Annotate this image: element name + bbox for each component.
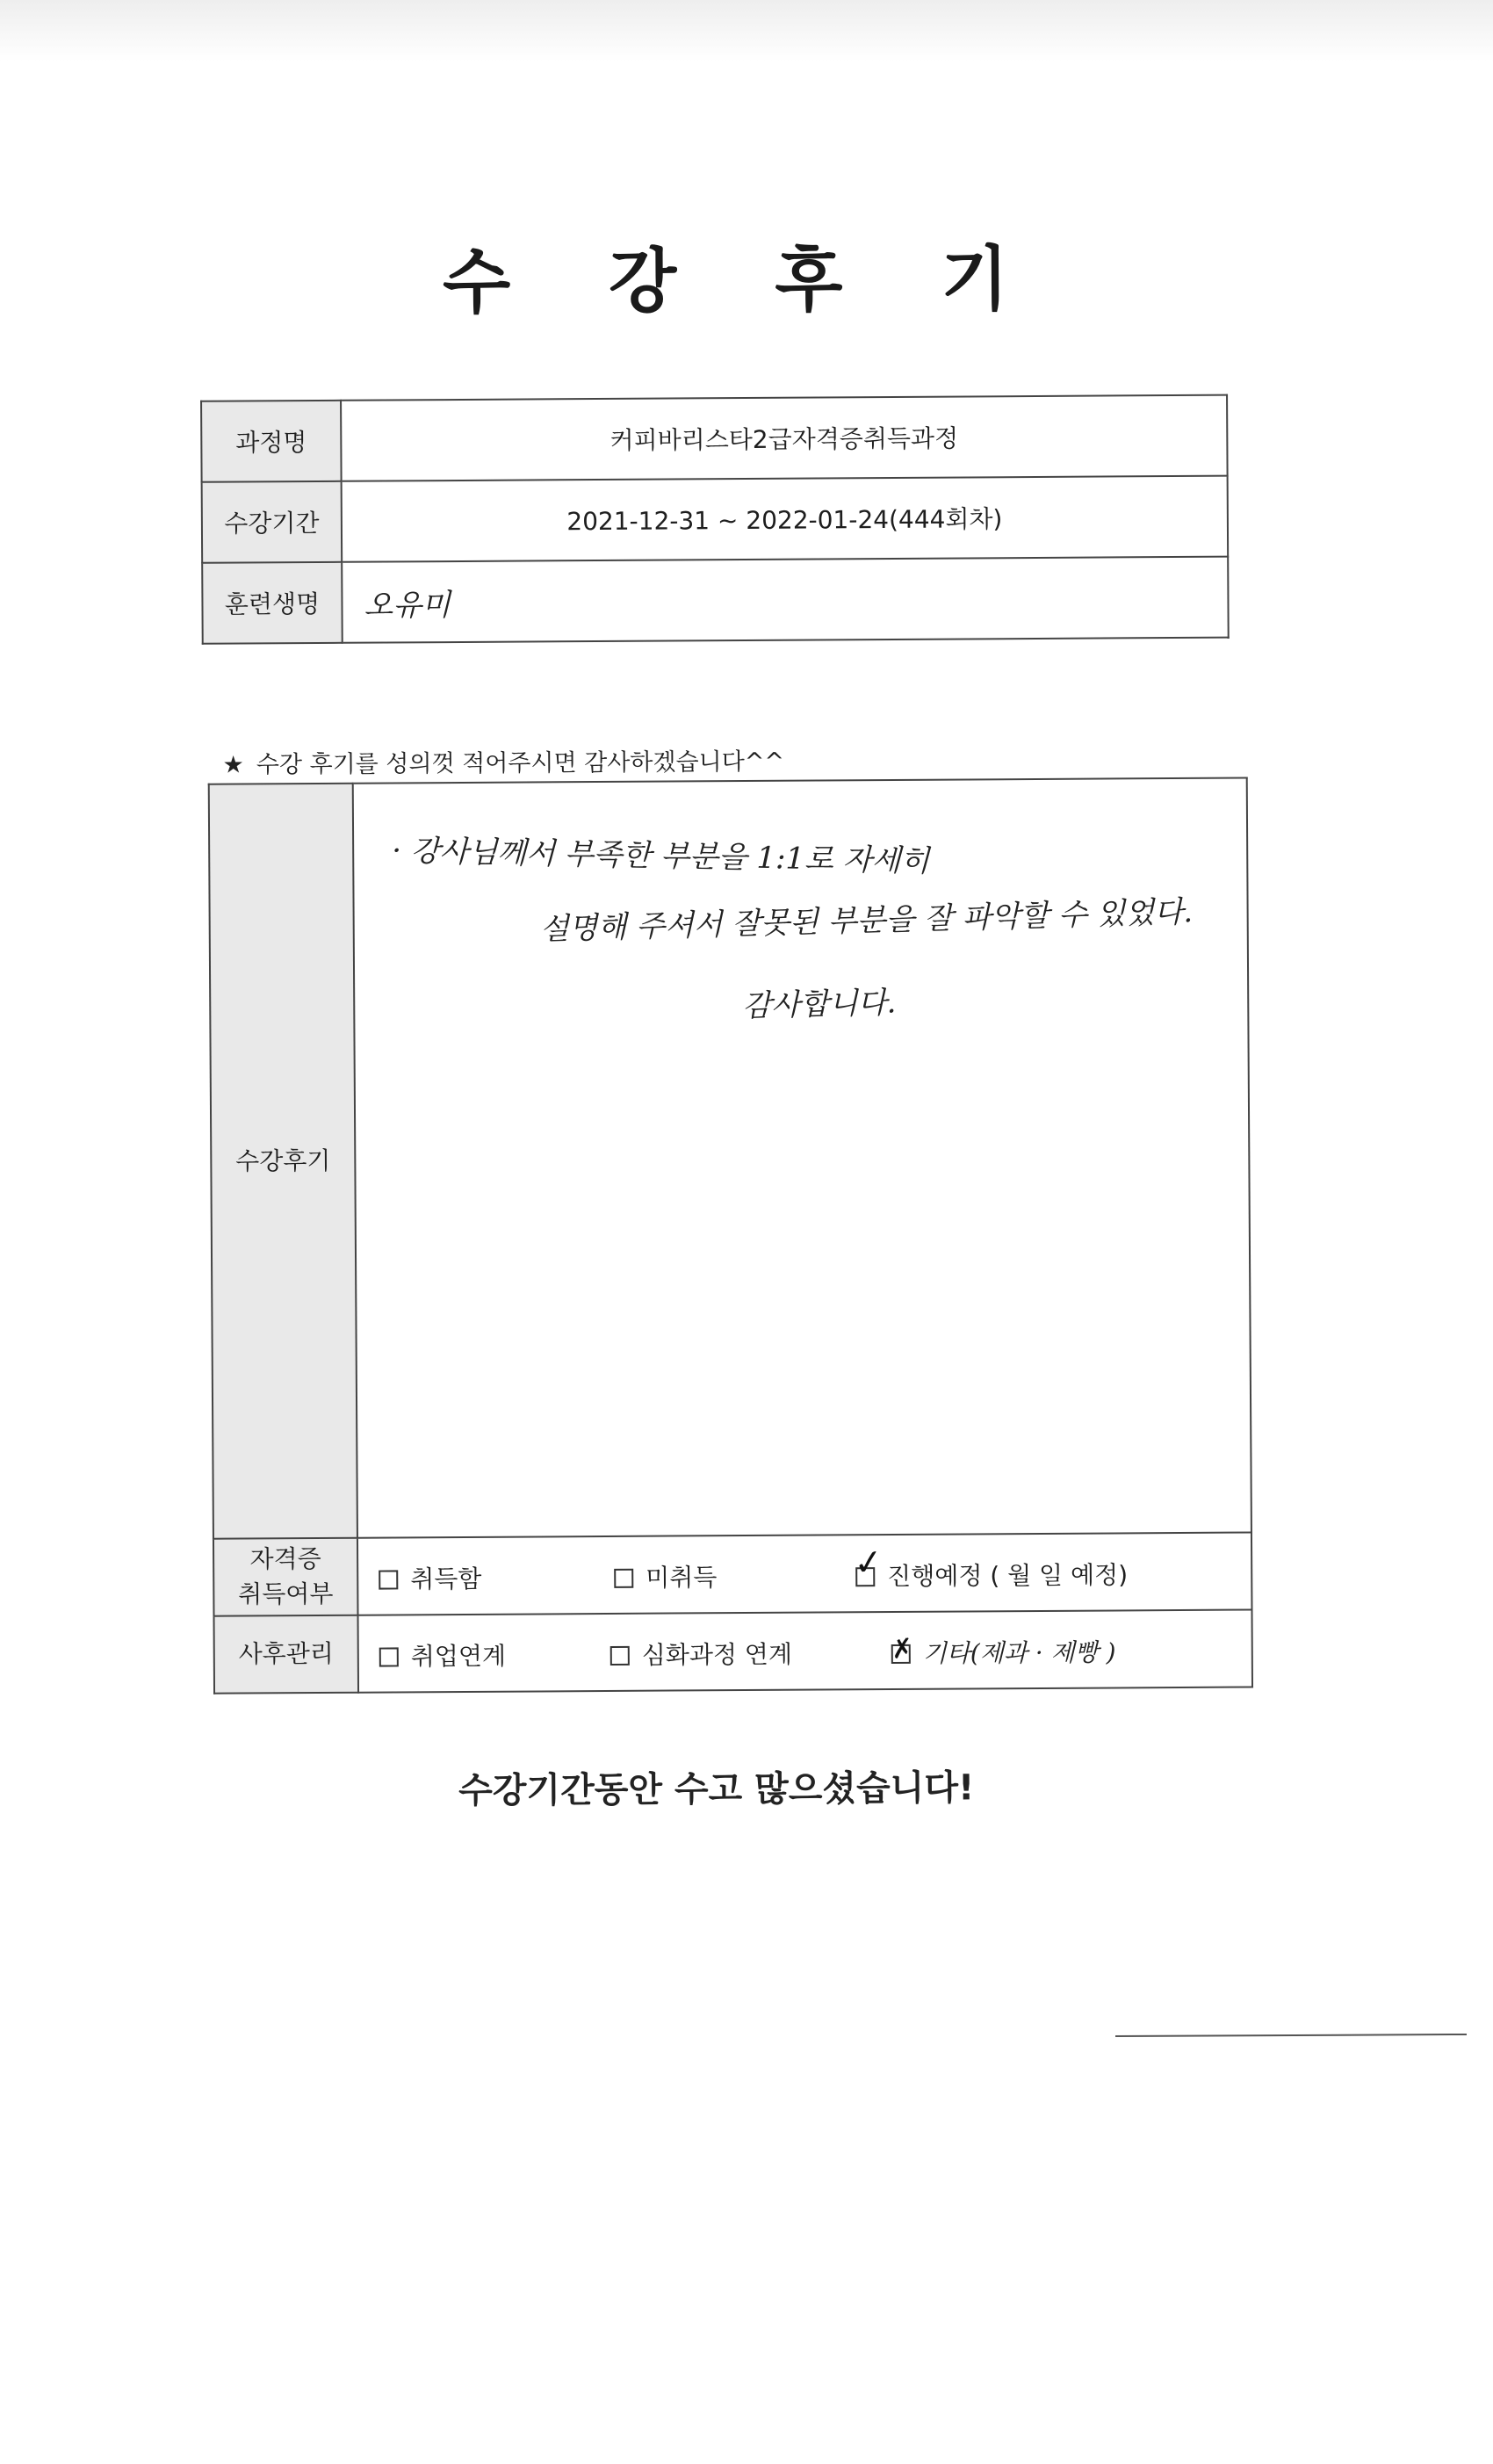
aftercare-option-job[interactable] (379, 1637, 506, 1673)
aftercare-options (358, 1609, 1253, 1692)
checkbox-checked-icon[interactable] (851, 1541, 886, 1586)
review-row (209, 778, 1251, 1539)
trainee-name-handwritten: 오유미 (364, 587, 451, 624)
period-label: 수강기간 (202, 481, 343, 563)
trainee-label: 훈련생명 (202, 562, 343, 644)
review-line-3: 감사합니다. (741, 985, 897, 1024)
trainee-row (202, 557, 1229, 644)
aftercare-row (214, 1609, 1253, 1693)
period-value: 2021-12-31 ~ 2022-01-24(444회차) (342, 476, 1229, 562)
checkbox-unchecked-icon[interactable] (379, 1647, 399, 1666)
page-title: 수 강 후 기 (442, 237, 1046, 324)
review-line-2: 설명해 주셔서 잘못된 부분을 잘 파악할 수 있었다. (539, 894, 1194, 948)
option-label: 기타(제과 · 제빵 ) (922, 1637, 1116, 1668)
review-text-container (355, 780, 1250, 1536)
checkbox-unchecked-icon[interactable] (610, 1646, 630, 1666)
notice-text (222, 742, 784, 780)
course-value: 커피바리스타2급자격증취득과정 (341, 395, 1228, 481)
handwritten-check-mark-icon: ✗ (889, 1632, 915, 1666)
checkbox-checked-icon[interactable] (889, 1632, 915, 1666)
handwritten-check-mark-icon: ✓ (851, 1541, 886, 1585)
aftercare-options-container (360, 1612, 1251, 1691)
review-table (208, 777, 1253, 1694)
certificate-options-container (359, 1535, 1250, 1614)
checkbox-unchecked-icon[interactable] (379, 1570, 398, 1589)
option-label: 심화과정 연계 (641, 1639, 793, 1670)
certificate-option-obtained[interactable] (379, 1560, 481, 1596)
option-label: 진행예정 ( 월 일 예정) (887, 1560, 1129, 1592)
course-label: 과정명 (201, 401, 342, 482)
review-label: 수강후기 (209, 784, 357, 1539)
star-icon: ★ (222, 751, 244, 779)
aftercare-option-other[interactable] (891, 1633, 1116, 1670)
review-text-area[interactable] (353, 778, 1251, 1538)
option-label: 미취득 (646, 1563, 718, 1593)
course-row (201, 395, 1228, 482)
period-row (202, 476, 1229, 563)
certificate-label-line2: 취득여부 (238, 1579, 334, 1609)
certificate-row (213, 1532, 1252, 1615)
certificate-options (357, 1532, 1252, 1615)
option-label: 취업연계 (410, 1641, 507, 1672)
review-line-1: · 강사님께서 부족한 부분을 1:1로 자세히 (391, 833, 930, 879)
trainee-field[interactable] (342, 557, 1229, 643)
aftercare-label: 사후관리 (214, 1615, 359, 1694)
option-label: 취득함 (410, 1564, 482, 1594)
checkbox-unchecked-icon[interactable] (614, 1569, 633, 1588)
aftercare-option-advanced[interactable] (610, 1636, 792, 1672)
course-info-table (200, 394, 1230, 645)
certificate-option-not-obtained[interactable] (614, 1558, 717, 1594)
certificate-option-in-progress[interactable] (851, 1541, 1129, 1593)
notice-message: 수강 후기를 성의껏 적어주시면 감사하겠습니다^^ (256, 748, 785, 779)
certificate-label-line1: 자격증 (249, 1543, 321, 1574)
footer-message: 수강기간동안 수고 많으셨습니다! (458, 1767, 975, 1812)
certificate-label (213, 1538, 358, 1616)
